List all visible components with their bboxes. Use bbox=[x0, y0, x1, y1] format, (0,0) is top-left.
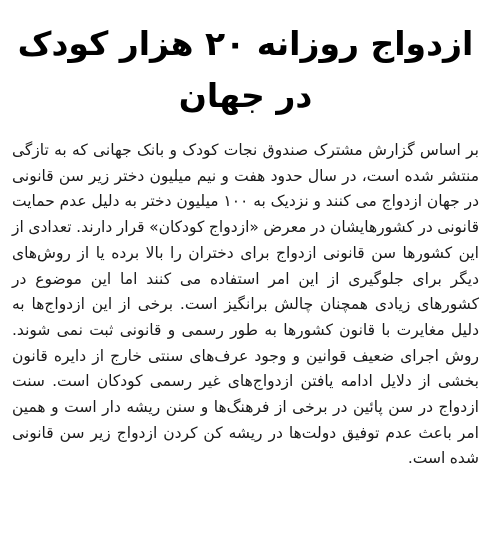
article-body: بر اساس گزارش مشترک صندوق نجات کودک و بانک جهانی که به تازگی منتشر شده است، در سال حدود هفت و نیم میلیون دختر زیر سن قانونی در جهان ازدواج می کنند و نزدیک به ۱۰۰ میلیون دختر به دلیل عدم حمایت قانونی در کشورهایشان در معرض «ازدواج کودکان» قرار دارند. تعدادی از این کشورها سن قانونی ازدواج برای دختران را بالا برده یا از روش‌های دیگر برای جلوگیری از این امر استفاده می کنند اما این موضوع در کشورهای زیادی همچنان چالش برانگیز است. برخی از این ازدواج‌ها به دلیل مغایرت با قانون کشورها به طور رسمی و قانونی ثبت نمی شوند. روش اجرای ضعیف قوانین و وجود عرف‌های سنتی خارج از دایره قانون بخشی از دلایل ادامه یافتن ازدواج‌های غیر رسمی کودکان است. سنت ازدواج در سن پائین در برخی از فرهنگ‌ها و سنن ریشه دار است و همین امر باعث عدم توفیق دولت‌ها در ریشه کن کردن ازدواج زیر سن قانونی شده است. bbox=[12, 141, 479, 468]
article-headline: ازدواج روزانه ۲۰ هزار کودک در جهان bbox=[17, 24, 474, 115]
